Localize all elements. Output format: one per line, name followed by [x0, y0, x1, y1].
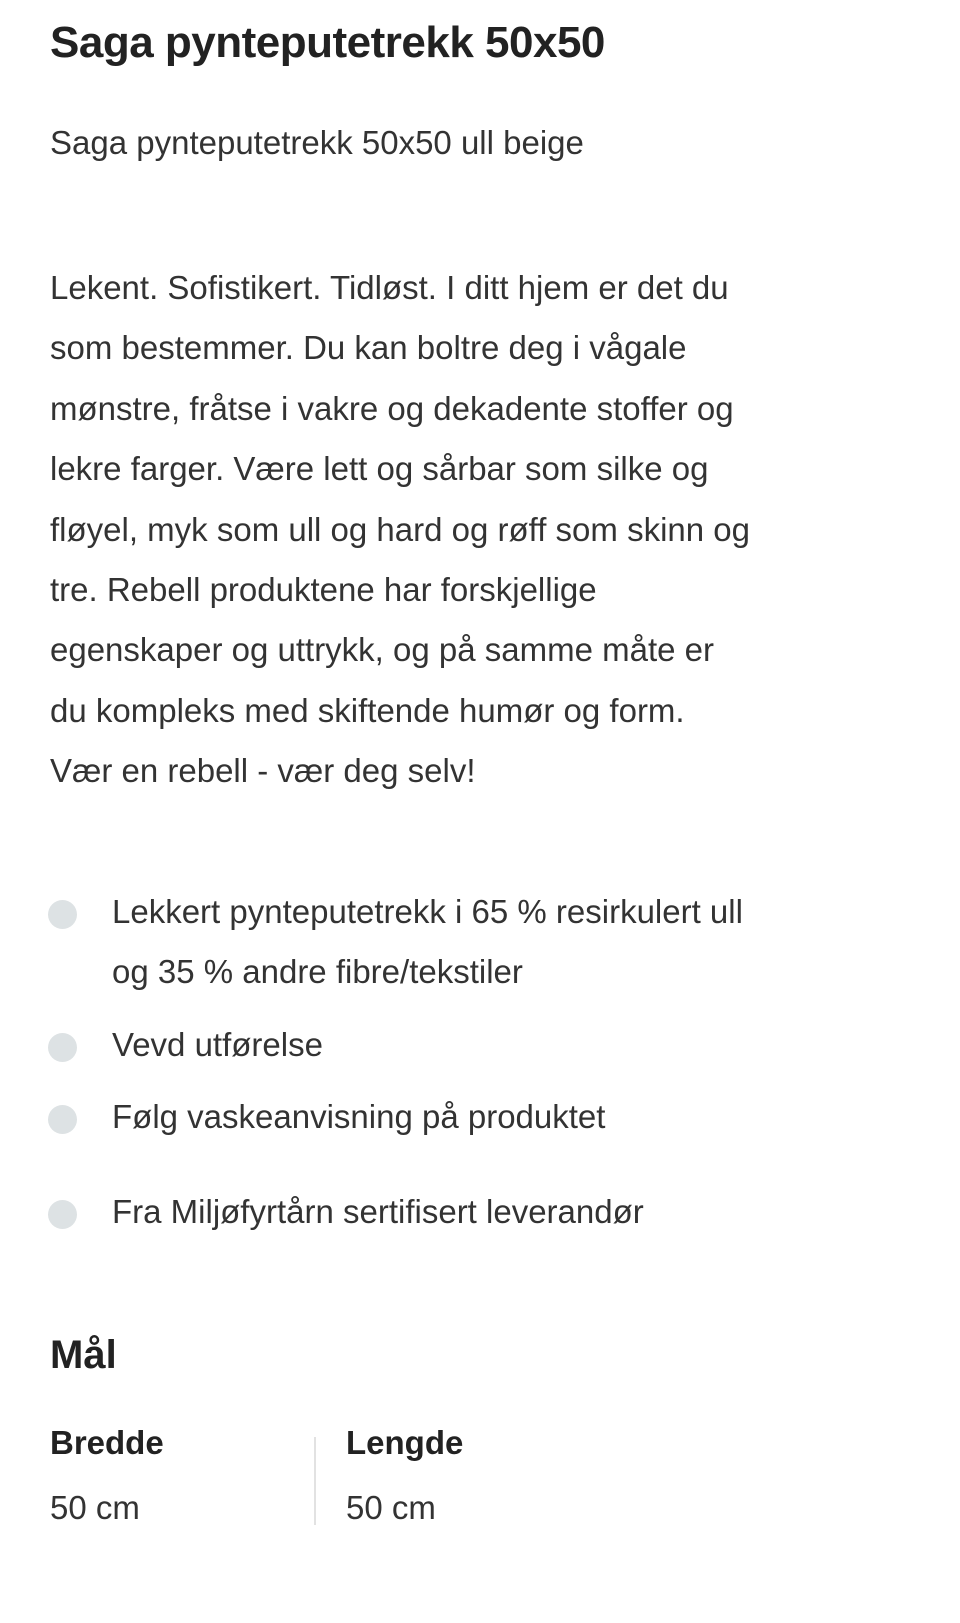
description-line: tre. Rebell produktene har forskjellige: [50, 571, 597, 609]
description-line: du kompleks med skiftende humør og form.: [50, 691, 685, 729]
feature-text: og 35 % andre fibre/tekstiler: [112, 953, 523, 990]
feature-text: Vevd utførelse: [112, 1026, 323, 1063]
product-subtitle: Saga pynteputetrekk 50x50 ull beige: [50, 124, 584, 161]
description-line: lekre farger. Være lett og sårbar som silke og: [50, 450, 709, 488]
feature-text: Fra Miljøfyrtårn sertifisert leverandør: [112, 1193, 644, 1230]
length-label: Lengde: [346, 1424, 464, 1461]
feature-text: Lekkert pynteputetrekk i 65 % resirkulert ull: [112, 893, 743, 930]
length-value: 50 cm: [346, 1489, 436, 1526]
description-line: Vær en rebell - vær deg selv!: [50, 752, 476, 790]
bullet-dot-icon: [48, 1033, 77, 1062]
dimensions-heading: Mål: [50, 1333, 117, 1377]
bullet-dot-icon: [48, 1105, 77, 1134]
bullet-dot-icon: [48, 900, 77, 929]
bullet-dot-icon: [48, 1200, 77, 1229]
description-line: Lekent. Sofistikert. Tidløst. I ditt hjem er det du: [50, 269, 729, 306]
feature-text: Følg vaskeanvisning på produktet: [112, 1098, 606, 1135]
description-line: egenskaper og uttrykk, og på samme måte er: [50, 631, 714, 669]
dimensions-divider: [314, 1437, 316, 1525]
description-line: fløyel, myk som ull og hard og røff som skinn og: [50, 510, 750, 548]
product-title: Saga pynteputetrekk 50x50: [50, 18, 605, 67]
description-line: som bestemmer. Du kan boltre deg i vågale: [50, 329, 687, 367]
width-value: 50 cm: [50, 1489, 140, 1526]
description-line: mønstre, fråtse i vakre og dekadente stoffer og: [50, 389, 734, 427]
width-label: Bredde: [50, 1424, 164, 1461]
product-description: [50, 258, 930, 802]
